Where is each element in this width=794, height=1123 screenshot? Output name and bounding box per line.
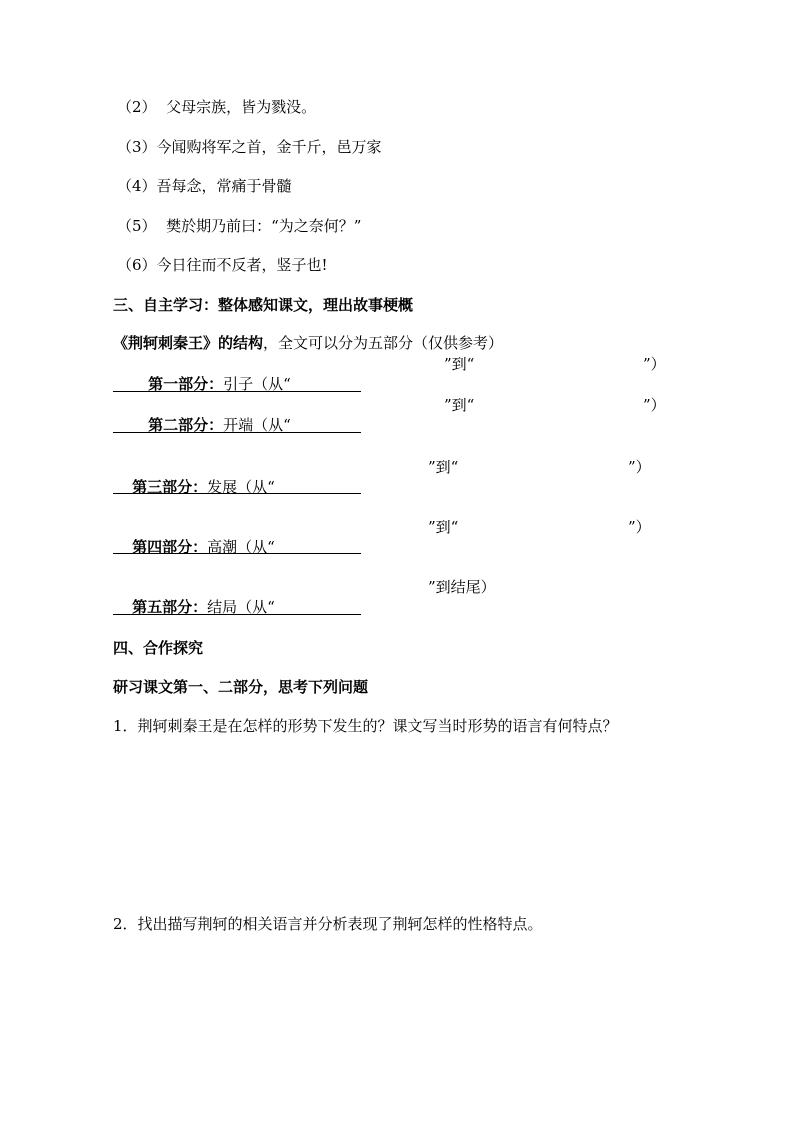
- vocab-item-5: （5） 樊於期乃前曰：“为之奈何？”: [117, 217, 362, 235]
- structure-title: [113, 333, 503, 353]
- part-3-answer-line: [113, 493, 361, 494]
- part-3-label: 第三部分：: [132, 478, 208, 496]
- part-1-end: ”）: [643, 355, 666, 373]
- part-3: [113, 457, 275, 517]
- part-1-label: 第一部分：: [148, 375, 224, 393]
- part-5-answer-line: [113, 614, 361, 615]
- vocab-item-3: （3）今闻购将军之首，金千斤，邑万家: [117, 138, 382, 156]
- section3-heading: 三、自主学习：整体感知课文，理出故事梗概: [113, 296, 414, 314]
- question-2: 2．找出描写荆轲的相关语言并分析表现了荆轲怎样的性格特点。: [113, 915, 543, 933]
- part-1-to: ”到“: [444, 355, 475, 373]
- part-3-to: ”到“: [428, 458, 459, 476]
- part-4-name: 高潮（从“: [207, 538, 275, 556]
- structure-title-bold: 《荆轲刺秦王》的结构: [113, 334, 264, 352]
- part-4-to: ”到“: [428, 518, 459, 536]
- part-4-end: ”）: [628, 518, 651, 536]
- part-3-name: 发展（从“: [207, 478, 275, 496]
- vocab-item-2: （2） 父母宗族，皆为戮没。: [117, 98, 317, 116]
- part-1-answer-line: [113, 391, 361, 392]
- part-5-name: 结局（从“: [207, 598, 275, 616]
- part-2-answer-line: [113, 432, 361, 433]
- part-2-label: 第二部分：: [148, 416, 224, 434]
- part-4-answer-line: [113, 553, 361, 554]
- vocab-item-6: （6）今日往而不反者，竖子也!: [117, 256, 328, 274]
- part-2-to: ”到“: [444, 396, 475, 414]
- part-3-end: ”）: [628, 458, 651, 476]
- section4-subheading: 研习课文第一、二部分，思考下列问题: [113, 678, 369, 696]
- vocab-item-4: （4）吾每念，常痛于骨髓: [117, 177, 292, 195]
- part-5-to: ”到结尾）: [428, 578, 496, 596]
- part-2-end: ”）: [643, 396, 666, 414]
- section4-heading: 四、合作探究: [113, 639, 204, 657]
- question-1: 1．荆轲刺秦王是在怎样的形势下发生的？课文写当时形势的语言有何特点？: [113, 717, 618, 735]
- part-4-label: 第四部分：: [132, 538, 208, 556]
- structure-title-rest: ，全文可以分为五部分（仅供参考）: [263, 334, 504, 352]
- part-2: [129, 395, 291, 455]
- part-5: [113, 577, 275, 637]
- part-4: [113, 517, 275, 577]
- part-2-name: 开端（从“: [223, 416, 291, 434]
- part-1-name: 引子（从“: [223, 375, 291, 393]
- part-5-label: 第五部分：: [132, 598, 208, 616]
